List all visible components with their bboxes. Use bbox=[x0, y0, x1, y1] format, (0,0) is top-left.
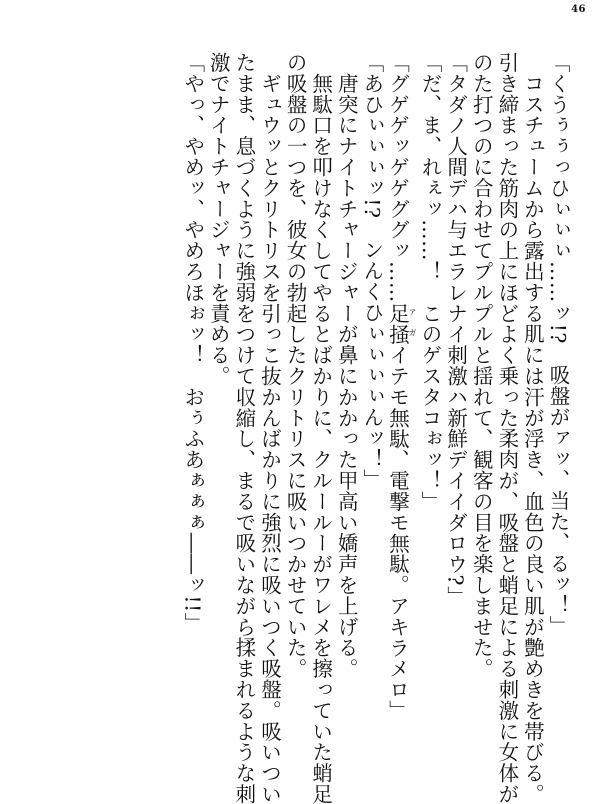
text-line: 唐突にナイトチャージャーが鼻にかかった甲高い嬌声を上げる。 bbox=[334, 52, 359, 679]
text-line: コスチュームから露出する肌には汗が浮き、血色の良い肌が艶めきを帯びる。 bbox=[520, 52, 545, 804]
text-line: 「あひぃぃぃッ!? ンんくひぃぃぃぃんッ！」 bbox=[359, 52, 384, 491]
text-line: 激でナイトチャージャーを責める。 bbox=[206, 52, 231, 387]
text-line: のた打つのに合わせてプルプルと揺れて、観客の目を楽しませた。 bbox=[469, 52, 494, 679]
text-line-with-ruby bbox=[384, 52, 417, 762]
ruby-base: 足掻 bbox=[385, 302, 410, 345]
text-line: 引き締まった筋肉の上にほどよく乗った柔肉が、吸盤と蛸足による刺激に女体が bbox=[494, 52, 519, 804]
ruby-reading: アガ bbox=[407, 302, 417, 345]
text-line: 「タダノ人間デハ与エラレナイ刺激ハ新鮮デイイダロウ?」 bbox=[443, 52, 468, 607]
text-line: 無駄口を叩けなくしてやるとばかりに、クルールーがワレメを擦っていた蛸足 bbox=[308, 52, 333, 804]
text-line: ギュウッとクリトリスを引っこ抜かんばかりに強烈に吸いつく吸盤。吸いつい bbox=[257, 52, 282, 804]
text-line: 「やっ、やめッ、やめろほぉッ！ おぅふあぁぁぁ――ッ!!」 bbox=[180, 52, 205, 634]
text-line: たまま、息づくように強弱をつけて収縮し、まるで吸いながら揉まれるような刺 bbox=[231, 52, 256, 804]
text-line: 「くうぅぅっひぃぃぃ……ッ!? 吸盤がァッ、当た、るッ！」 bbox=[546, 52, 570, 637]
page-number: 46 bbox=[571, 4, 586, 15]
text-segment: イテモ無駄、電撃モ無駄。アキラメロ」 bbox=[385, 344, 410, 721]
text-line: 「だ、ま、れぇッ……！ このゲスタコぉッ！」 bbox=[418, 52, 443, 512]
text-segment: 「グゲゲッゲゲググッ…… bbox=[385, 52, 410, 303]
vertical-text-body bbox=[50, 52, 570, 804]
text-line: の吸盤の一つを、彼女の勃起したクリトリスに吸いつかせていた。 bbox=[283, 52, 308, 679]
ruby-word bbox=[385, 302, 417, 345]
